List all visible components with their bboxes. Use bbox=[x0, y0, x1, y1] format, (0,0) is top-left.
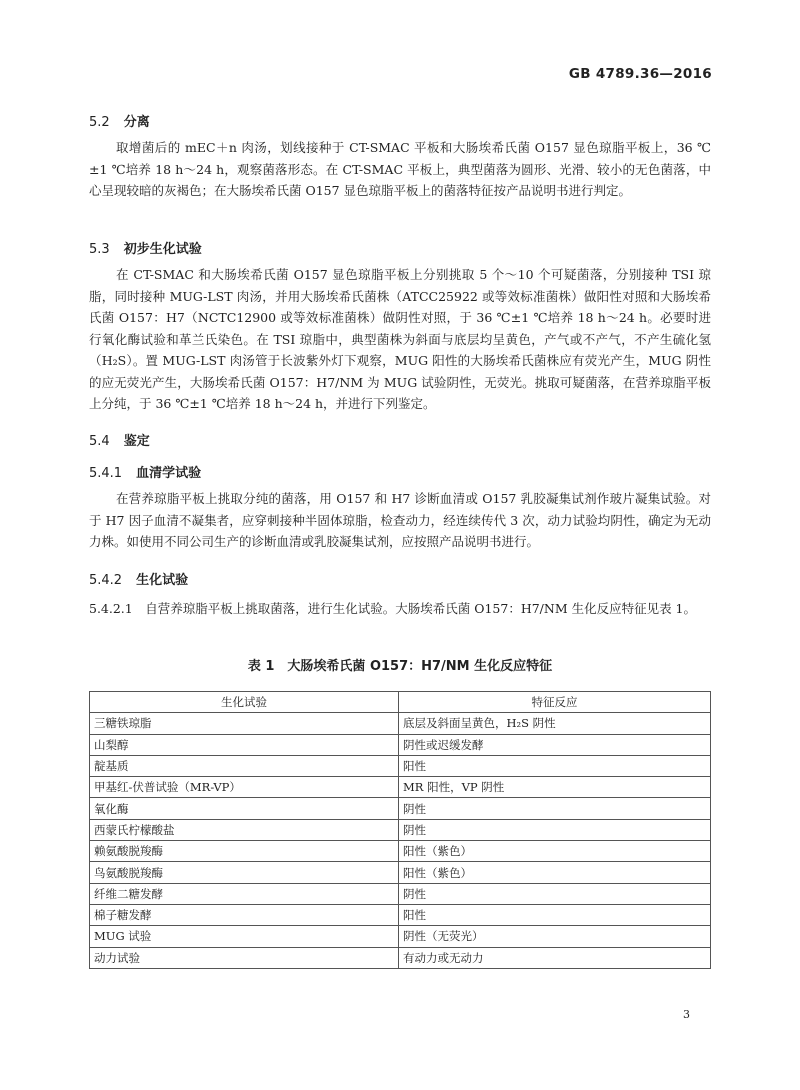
table-row bbox=[90, 883, 711, 904]
section-heading-5-4 bbox=[89, 430, 150, 449]
section-number: 5.3 bbox=[89, 242, 110, 257]
reaction-cell: 阴性（无荧光） bbox=[399, 926, 711, 947]
reaction-cell: 阳性（紫色） bbox=[399, 841, 711, 862]
reaction-cell: 阳性 bbox=[399, 904, 711, 925]
section-heading-5-2 bbox=[89, 111, 150, 130]
test-name-cell: 棉子糖发酵 bbox=[90, 904, 399, 925]
table-row bbox=[90, 926, 711, 947]
reaction-cell: 阳性（紫色） bbox=[399, 862, 711, 883]
page-number: 3 bbox=[683, 1008, 690, 1021]
test-name-cell: 鸟氨酸脱羧酶 bbox=[90, 862, 399, 883]
test-name-cell: 动力试验 bbox=[90, 947, 399, 968]
table-row bbox=[90, 904, 711, 925]
table-header-row bbox=[90, 692, 711, 713]
table-row bbox=[90, 841, 711, 862]
reaction-cell: 阴性 bbox=[399, 883, 711, 904]
table-header-cell: 特征反应 bbox=[399, 692, 711, 713]
section-number: 5.4 bbox=[89, 434, 110, 449]
table-row bbox=[90, 862, 711, 883]
section-text-5-3: 在 CT-SMAC 和大肠埃希氏菌 O157 显色琼脂平板上分别挑取 5 个～10 个可疑菌落，分别接种 TSI 琼脂，同时接种 MUG-LST 肉汤，并用大肠埃希氏菌株（ATCC25922 或等效标准菌株）做阳性对照和大肠埃希氏菌 O157：H7（NCTC12900 或等效标准菌株）做阴性对照，于 36 ℃±1 ℃培养 18 h～24 h。必要时进行氧化酶试验和革兰氏染色。在 TSI 琼脂中，典型菌株为斜面与底层均呈黄色，产气或不产气，不产生硫化氢（H₂S）。置 MUG-LST 肉汤管于长波紫外灯下观察，MUG 阳性的大肠埃希氏菌株应有荧光产生，MUG 阴性的应无荧光产生，大肠埃希氏菌 O157：H7/NM 为 MUG 试验阴性，无荧光。挑取可疑菌落，在营养琼脂平板上分纯，于 36 ℃±1 ℃培养 18 h～24 h，并进行下列鉴定。 bbox=[89, 267, 711, 411]
test-name-cell: 山梨醇 bbox=[90, 734, 399, 755]
section-title: 血清学试验 bbox=[136, 466, 202, 481]
test-name-cell: 西蒙氏柠檬酸盐 bbox=[90, 819, 399, 840]
test-name-cell: 氧化酶 bbox=[90, 798, 399, 819]
section-text-5-4-1: 在营养琼脂平板上挑取分纯的菌落，用 O157 和 H7 诊断血清或 O157 乳胶凝集试剂作玻片凝集试验。对于 H7 因子血清不凝集者，应穿刺接种半固体琼脂，检查动力，经连续传代 3 次，动力试验均阴性，确定为无动力株。如使用不同公司生产的诊断血清或乳胶凝集试剂，应按照产品说明书进行。 bbox=[89, 491, 711, 549]
test-name-cell: 甲基红-伏普试验（MR-VP） bbox=[90, 777, 399, 798]
test-name-cell: 三糖铁琼脂 bbox=[90, 713, 399, 734]
section-heading-5-4-2 bbox=[89, 569, 188, 588]
section-heading-5-4-1 bbox=[89, 462, 201, 481]
reaction-cell: 阴性 bbox=[399, 819, 711, 840]
table-row bbox=[90, 734, 711, 755]
section-number: 5.4.1 bbox=[89, 466, 123, 481]
reaction-cell: 阴性或迟缓发酵 bbox=[399, 734, 711, 755]
section-text-5-2: 取增菌后的 mEC＋n 肉汤，划线接种于 CT-SMAC 平板和大肠埃希氏菌 O157 显色琼脂平板上，36 ℃±1 ℃培养 18 h～24 h，观察菌落形态。在 CT-SMAC 平板上，典型菌落为圆形、光滑、较小的无色菌落，中心呈现较暗的灰褐色；在大肠埃希氏菌 O157 显色琼脂平板上的菌落特征按产品说明书进行判定。 bbox=[89, 140, 711, 198]
section-number: 5.4.2 bbox=[89, 573, 123, 588]
section-title: 初步生化试验 bbox=[123, 242, 202, 257]
standard-code: GB 4789.36—2016 bbox=[568, 66, 712, 82]
section-heading-5-3 bbox=[89, 238, 202, 257]
table-header-cell: 生化试验 bbox=[90, 692, 399, 713]
reaction-cell: 阳性 bbox=[399, 755, 711, 776]
section-number: 5.2 bbox=[89, 115, 110, 130]
biochemical-reaction-table bbox=[89, 691, 711, 969]
test-name-cell: 靛基质 bbox=[90, 755, 399, 776]
section-text-5-4-2-1: 5.4.2.1 自营养琼脂平板上挑取菌落，进行生化试验。大肠埃希氏菌 O157：H7/NM 生化反应特征见表 1。 bbox=[89, 601, 697, 616]
table-row bbox=[90, 755, 711, 776]
section-title: 分离 bbox=[123, 115, 150, 130]
table-caption: 表 1 大肠埃希氏菌 O157：H7/NM 生化反应特征 bbox=[247, 659, 553, 674]
reaction-cell: 阴性 bbox=[399, 798, 711, 819]
reaction-cell: 有动力或无动力 bbox=[399, 947, 711, 968]
test-name-cell: MUG 试验 bbox=[90, 926, 399, 947]
table-row bbox=[90, 777, 711, 798]
table-row bbox=[90, 819, 711, 840]
section-title: 生化试验 bbox=[136, 573, 189, 588]
table-row bbox=[90, 713, 711, 734]
test-name-cell: 赖氨酸脱羧酶 bbox=[90, 841, 399, 862]
table-row bbox=[90, 798, 711, 819]
reaction-cell: 底层及斜面呈黄色，H₂S 阴性 bbox=[399, 713, 711, 734]
reaction-cell: MR 阳性，VP 阴性 bbox=[399, 777, 711, 798]
section-title: 鉴定 bbox=[123, 434, 150, 449]
test-name-cell: 纤维二糖发酵 bbox=[90, 883, 399, 904]
table-row bbox=[90, 947, 711, 968]
